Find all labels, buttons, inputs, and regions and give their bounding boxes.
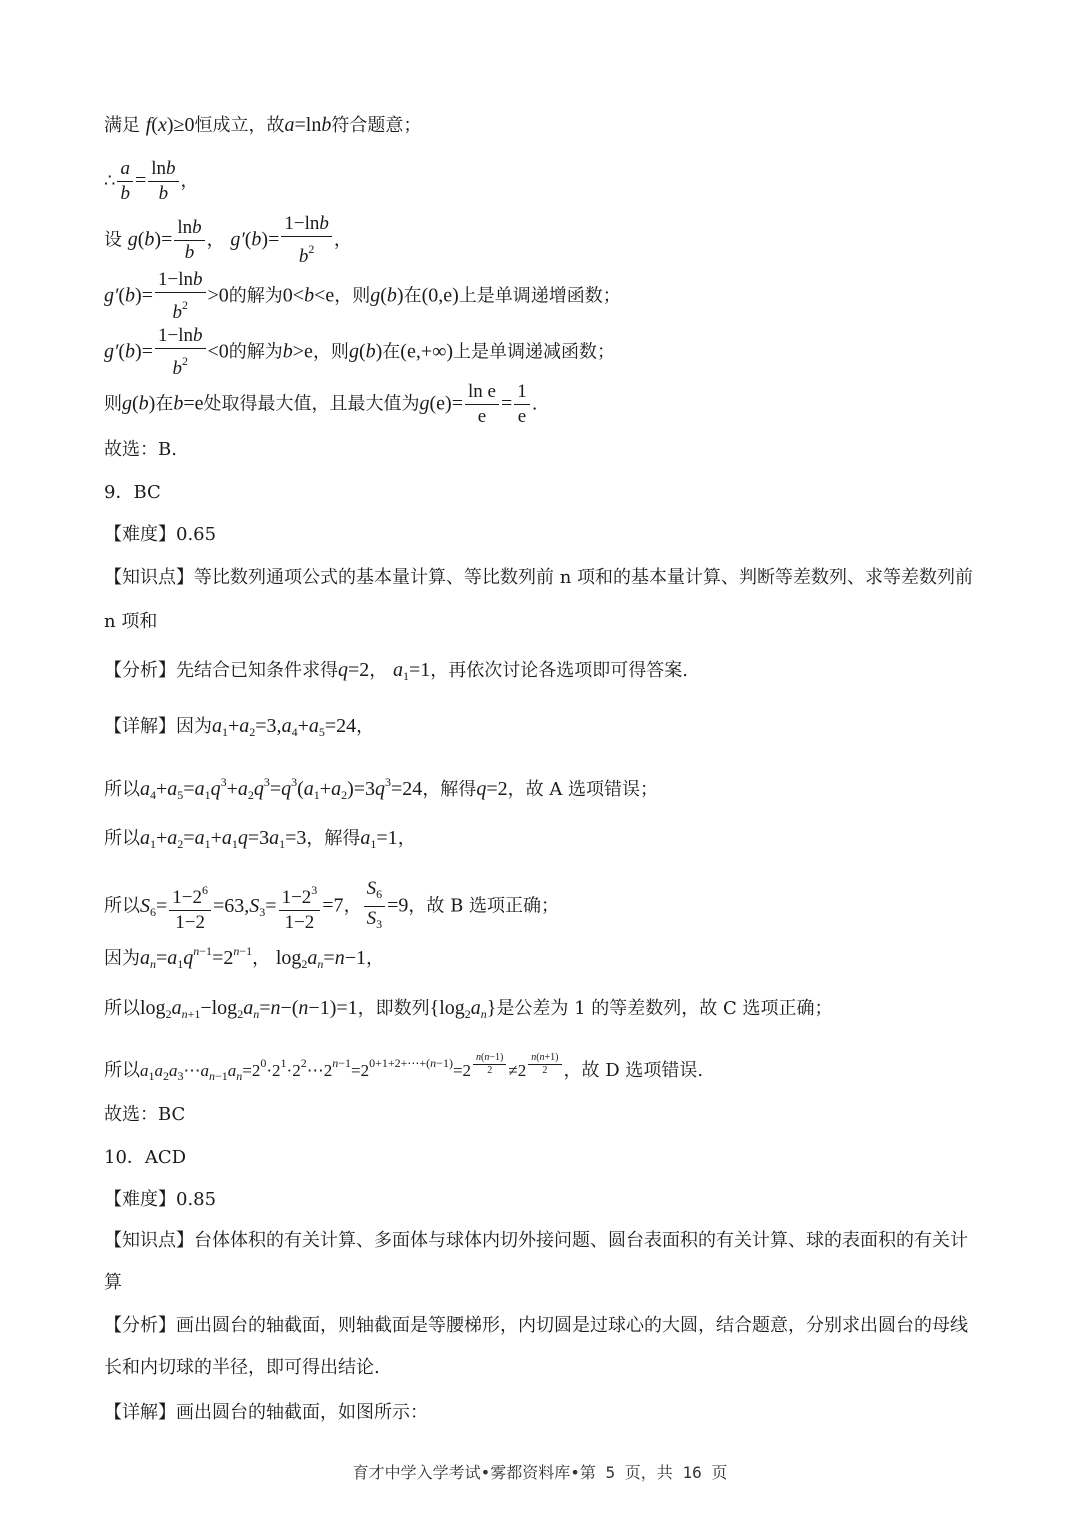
difficulty-line: 【难度】0.65: [104, 524, 217, 545]
page-footer: 育才中学入学考试•雾都资料库•第 5 页，共 16 页: [352, 1463, 728, 1482]
answer-line: 故选：B.: [104, 439, 177, 460]
question-number: 9．BC: [104, 482, 161, 503]
solution-line: g′(b)= $\frac{1-\ln b}{b^2}$ >0的解为0<b<e，则g(b)在(0,e)上是单调递增函数；: [104, 269, 621, 323]
solution-line: ∴ $\frac{a}{b}$ = $\frac{\ln b}{b}$ ，: [104, 158, 199, 204]
difficulty-line: 【难度】0.85: [104, 1189, 217, 1210]
analysis-line: 【分析】先结合已知条件求得q=2， $a_1=1$，再依次讨论各选项即可得答案.: [104, 659, 689, 683]
solution-line: 则g(b)在b=e处取得最大值，且最大值为g(e)= $\frac{\text{ln e}}{e}$ = $\frac{1}{e}$ .: [104, 381, 538, 427]
solution-line: 所以$S_6=$ $\frac{1-2^6}{1-2}$ $=63,S_3=$ $\frac{1-2^3}{1-2}$ =7， $\frac{S_6}{S_3}$ =9，故 B 选项正确；: [104, 878, 560, 933]
solution-line: 所以$a_1+a_2=a_1+a_1q=3a_1=3$，解得$a_1=1$，: [104, 827, 416, 851]
solution-line: 【详解】画出圆台的轴截面，如图所示：: [104, 1402, 428, 1423]
solution-line: 因为$a_n=a_1q^{n-1}=2^{n-1}$， $\log_2a_n=n-1$，: [104, 944, 384, 971]
solution-line: 所以$\log_2a_{n+1}-\log_2a_n=n-(n-1)=1$，即数列$\{\log_2a_n\}$是公差为 1 的等差数列，故 C 选项正确；: [104, 997, 833, 1021]
solution-line: 所以$a_4+a_5=a_1q^3+a_2q^3=q^3(a_1+a_2)=3q^3=24$，解得q=2，故 A 选项错误；: [104, 775, 659, 802]
solution-line: 所以$a_1a_2a_3\cdots a_{n-1}a_n=2^0\cdot 2^1\cdot 2^2\cdots 2^{n-1}=2^{0+1+2+\cdots+(n-1)}=2$ $^{\frac{n(n-1)}{2}}$ ≠2 $^{\frac{n(n+1)}{2}}$ ，故 D 选项错误.: [104, 1051, 704, 1083]
solution-line: g′(b)= $\frac{1-\ln b}{b^2}$ <0的解为b>e，则g(b)在(e,+∞)上是单调递减函数；: [104, 325, 616, 379]
knowledge-point-line: 【知识点】台体体积的有关计算、多面体与球体内切外接问题、圆台表面积的有关计算、球的表面积的有关计算: [104, 1230, 968, 1293]
analysis-line: 【分析】画出圆台的轴截面，则轴截面是等腰梯形，内切圆是过球心的大圆，结合题意，分别求出圆台的母线长和内切球的半径，即可得出结论.: [104, 1315, 968, 1378]
knowledge-point-line: 【知识点】等比数列通项公式的基本量计算、等比数列前 n 项和的基本量计算、判断等差数列、求等差数列前 n 项和: [104, 567, 974, 632]
solution-line: 设 g(b)= $\frac{\ln b}{b}$ ， g′(b)= $\frac{1-\ln b}{b^2}$ ，: [104, 213, 352, 267]
solution-line: 满足 f(x)≥0恒成立，故a=lnb符合题意；: [104, 114, 422, 136]
solution-line: 【详解】因为$a_1+a_2=3,a_4+a_5=24$，: [104, 715, 375, 739]
question-number: 10．ACD: [104, 1147, 187, 1168]
answer-line: 故选：BC: [104, 1104, 186, 1125]
